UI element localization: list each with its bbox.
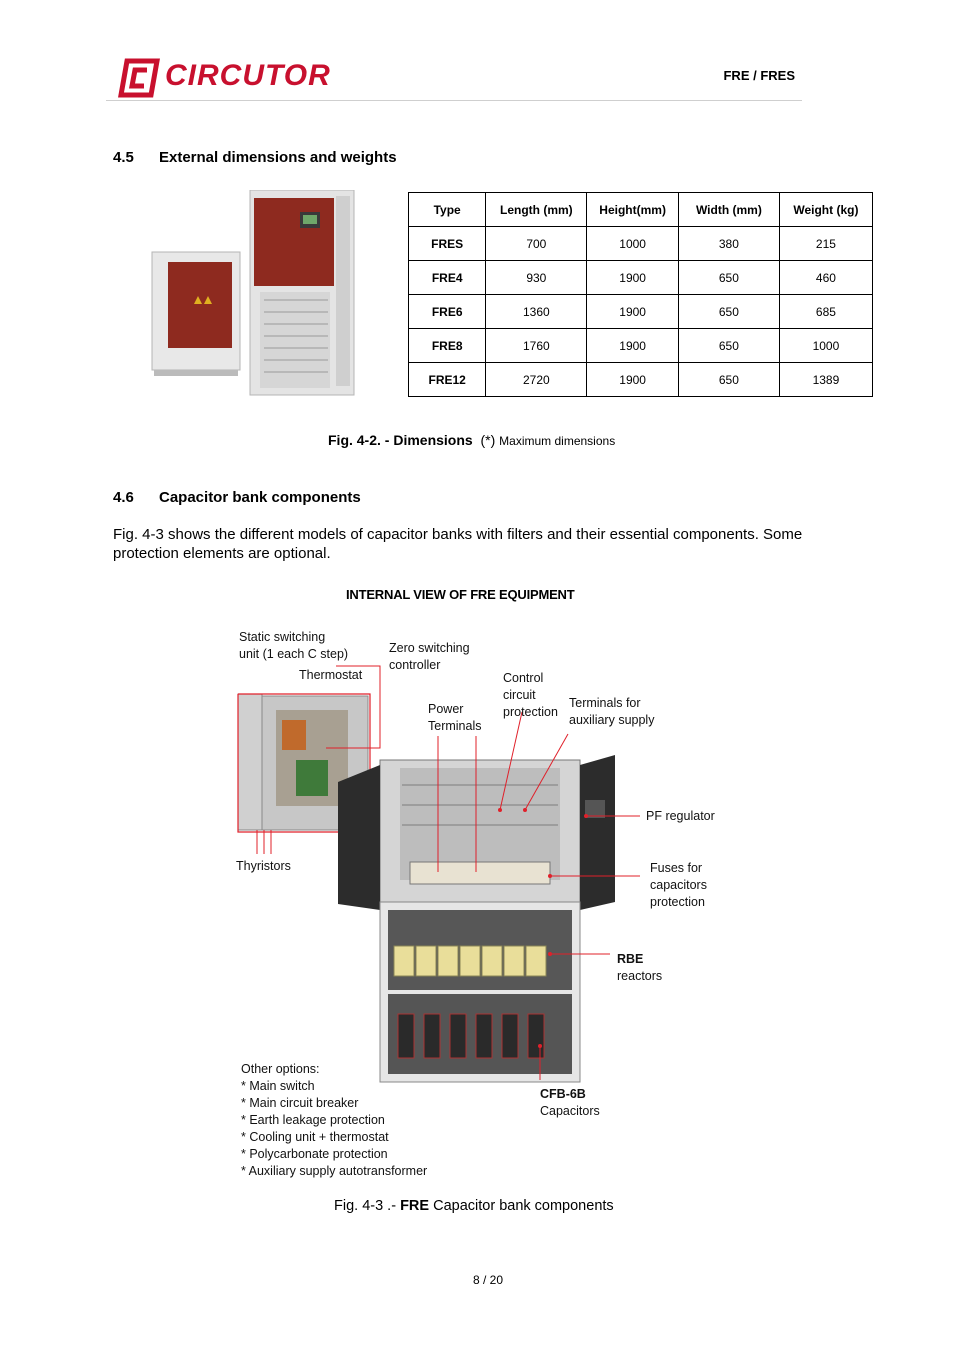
cell-weight: 215: [779, 227, 872, 261]
cell-length: 1760: [486, 329, 587, 363]
table-row: [409, 295, 873, 329]
body-paragraph: Fig. 4-3 shows the different models of capacitor banks with filters and their essential components. Some protection elements are optional.: [113, 526, 803, 562]
other-options-list: [241, 1061, 427, 1180]
cell-weight: 685: [779, 295, 872, 329]
list-item: * Main switch: [241, 1079, 315, 1093]
circutor-logo-icon: [117, 57, 161, 99]
section-number: 4.6: [113, 489, 134, 506]
label-line: Control: [503, 671, 544, 685]
column-header: Length (mm): [486, 193, 587, 227]
list-item: * Polycarbonate protection: [241, 1147, 388, 1161]
section-title: External dimensions and weights: [159, 149, 397, 166]
cell-width: 650: [678, 363, 779, 397]
list-item: * Cooling unit + thermostat: [241, 1130, 389, 1144]
label-static-switching-unit: [239, 629, 348, 663]
label-control-circuit-protection: [503, 670, 558, 721]
cell-length: 700: [486, 227, 587, 261]
label-line: reactors: [617, 969, 663, 983]
cell-weight: 1389: [779, 363, 872, 397]
label-line: unit (1 each C step): [239, 647, 349, 661]
label-rbe-reactors: [617, 951, 662, 985]
label-zero-switching-controller: [389, 640, 470, 674]
section-heading-4-6: [113, 489, 361, 506]
cell-height: 1900: [587, 261, 679, 295]
cell-type: FRE4: [409, 261, 486, 295]
page-number: 8 / 20: [472, 1273, 504, 1287]
label-line: CFB-6B: [540, 1087, 586, 1101]
figure-label: Fig. 4-2. - Dimensions: [328, 432, 473, 448]
document-title: FRE / FRES: [723, 68, 795, 83]
label-line: capacitors: [650, 878, 707, 892]
cell-type: FRE8: [409, 329, 486, 363]
label-line: Static switching: [239, 630, 326, 644]
figure-title: INTERNAL VIEW OF FRE EQUIPMENT: [346, 587, 575, 602]
table-row: [409, 329, 873, 363]
figure-4-2-caption: [328, 432, 615, 448]
dimensions-table: [408, 192, 873, 397]
cell-weight: 460: [779, 261, 872, 295]
fre-fres-cabinets-photo: [150, 190, 360, 398]
cell-width: 380: [678, 227, 779, 261]
label-line: Zero switching: [389, 641, 470, 655]
table-header-row: [409, 193, 873, 227]
cell-length: 930: [486, 261, 587, 295]
cell-width: 650: [678, 329, 779, 363]
label-line: Terminals for: [569, 696, 641, 710]
label-terminals-auxiliary-supply: [569, 695, 654, 729]
list-item: * Auxiliary supply autotransformer: [241, 1164, 428, 1178]
label-line: protection: [650, 895, 705, 909]
list-item: * Main circuit breaker: [241, 1096, 359, 1110]
label-line: controller: [389, 658, 441, 672]
section-number: 4.5: [113, 149, 134, 166]
cell-type: FRES: [409, 227, 486, 261]
cell-weight: 1000: [779, 329, 872, 363]
label-thyristors: Thyristors: [236, 859, 291, 873]
cell-height: 1900: [587, 329, 679, 363]
table-row: [409, 227, 873, 261]
table-row: [409, 363, 873, 397]
label-line: circuit: [503, 688, 536, 702]
cell-type: FRE12: [409, 363, 486, 397]
label-pf-regulator: PF regulator: [646, 809, 715, 823]
figure-4-3-caption: [334, 1198, 614, 1214]
cell-type: FRE6: [409, 295, 486, 329]
cell-width: 650: [678, 261, 779, 295]
footnote-text: Maximum dimensions: [499, 434, 616, 448]
column-header: Width (mm): [678, 193, 779, 227]
column-header: Height(mm): [587, 193, 679, 227]
column-header: Weight (kg): [779, 193, 872, 227]
label-line: protection: [503, 705, 558, 719]
label-line: RBE: [617, 952, 644, 966]
cell-height: 1000: [587, 227, 679, 261]
label-line: auxiliary supply: [569, 713, 655, 727]
footnote-mark: (*): [480, 432, 496, 448]
label-line: Power: [428, 702, 464, 716]
circutor-logo: [117, 57, 347, 99]
cell-height: 1900: [587, 363, 679, 397]
label-line: Terminals: [428, 719, 482, 733]
caption-prefix: Fig. 4-3 .-: [334, 1198, 401, 1214]
cell-width: 650: [678, 295, 779, 329]
column-header: Type: [409, 193, 486, 227]
label-fuses: [650, 860, 707, 911]
logo-wordmark: CIRCUTOR: [165, 59, 331, 92]
label-line: Capacitors: [540, 1104, 600, 1118]
section-heading-4-5: [113, 149, 397, 166]
header-divider: [106, 100, 802, 101]
cell-length: 1360: [486, 295, 587, 329]
other-options-title: Other options:: [241, 1062, 320, 1076]
label-thermostat: Thermostat: [299, 668, 363, 682]
cell-height: 1900: [587, 295, 679, 329]
list-item: * Earth leakage protection: [241, 1113, 385, 1127]
label-line: Fuses for: [650, 861, 703, 875]
cell-length: 2720: [486, 363, 587, 397]
caption-suffix: Capacitor bank components: [429, 1198, 614, 1214]
label-cfb-capacitors: [540, 1086, 600, 1120]
caption-bold: FRE: [400, 1198, 430, 1214]
label-power-terminals: [428, 701, 482, 735]
table-row: [409, 261, 873, 295]
section-title: Capacitor bank components: [159, 489, 361, 506]
